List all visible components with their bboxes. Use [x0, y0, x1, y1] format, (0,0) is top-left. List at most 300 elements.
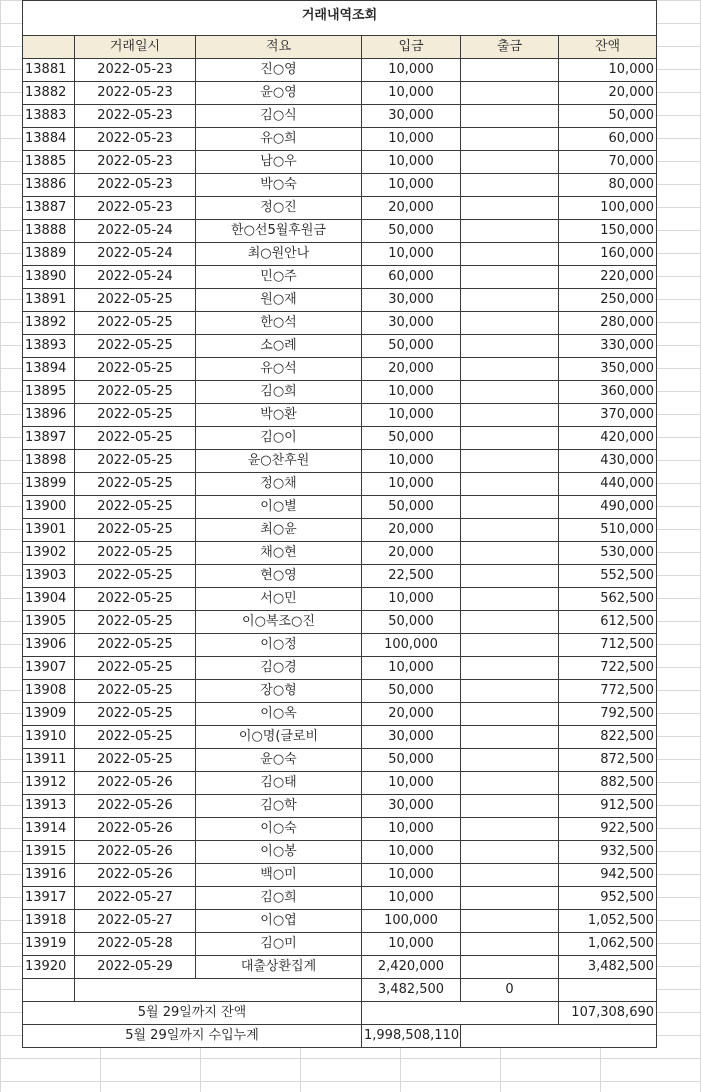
cell-memo: 이○봉 — [196, 841, 362, 864]
cell-memo: 김○미 — [196, 933, 362, 956]
cell-date: 2022-05-26 — [75, 841, 196, 864]
table-row — [23, 749, 657, 772]
income-row — [23, 1025, 657, 1048]
cell-balance: 1,052,500 — [559, 910, 657, 933]
cell-date: 2022-05-25 — [75, 519, 196, 542]
cell-memo: 채○현 — [196, 542, 362, 565]
cell-date: 2022-05-25 — [75, 657, 196, 680]
cell-withdrawal — [461, 289, 559, 312]
table-row — [23, 105, 657, 128]
cell-deposit: 50,000 — [362, 220, 461, 243]
table-row — [23, 404, 657, 427]
cell-balance: 70,000 — [559, 151, 657, 174]
cell-date: 2022-05-23 — [75, 197, 196, 220]
table-row — [23, 864, 657, 887]
table-row — [23, 588, 657, 611]
cell-memo: 진○영 — [196, 59, 362, 82]
cell-balance: 10,000 — [559, 59, 657, 82]
cell-date: 2022-05-25 — [75, 542, 196, 565]
cell-withdrawal — [461, 473, 559, 496]
cell-memo: 민○주 — [196, 266, 362, 289]
cell-withdrawal — [461, 82, 559, 105]
cell-date: 2022-05-26 — [75, 864, 196, 887]
cell-index: 13910 — [23, 726, 75, 749]
cell-balance: 562,500 — [559, 588, 657, 611]
cell-deposit: 10,000 — [362, 818, 461, 841]
cell-memo: 김○희 — [196, 381, 362, 404]
cell-balance: 350,000 — [559, 358, 657, 381]
cell-withdrawal — [461, 197, 559, 220]
cell-balance: 280,000 — [559, 312, 657, 335]
table-row — [23, 818, 657, 841]
balance-row — [23, 1002, 657, 1025]
cell-deposit: 10,000 — [362, 657, 461, 680]
table-row — [23, 496, 657, 519]
cell-index: 13903 — [23, 565, 75, 588]
cell-date: 2022-05-27 — [75, 910, 196, 933]
cell-deposit: 10,000 — [362, 82, 461, 105]
cell-memo: 김○식 — [196, 105, 362, 128]
table-row — [23, 795, 657, 818]
table-row — [23, 657, 657, 680]
cell-withdrawal — [461, 634, 559, 657]
balance-label: 5월 29일까지 잔액 — [23, 1002, 362, 1025]
cell-deposit: 50,000 — [362, 427, 461, 450]
cell-balance: 932,500 — [559, 841, 657, 864]
cell-memo: 소○례 — [196, 335, 362, 358]
cell-deposit: 20,000 — [362, 703, 461, 726]
table-row — [23, 519, 657, 542]
cell-withdrawal — [461, 151, 559, 174]
cell-deposit: 10,000 — [362, 772, 461, 795]
cell-balance: 80,000 — [559, 174, 657, 197]
cell-memo: 윤○숙 — [196, 749, 362, 772]
cell-balance: 510,000 — [559, 519, 657, 542]
table-row — [23, 197, 657, 220]
cell-index: 13918 — [23, 910, 75, 933]
cell-deposit: 10,000 — [362, 933, 461, 956]
cell-withdrawal — [461, 611, 559, 634]
cell-index: 13895 — [23, 381, 75, 404]
cell-balance: 220,000 — [559, 266, 657, 289]
cell-memo: 김○경 — [196, 657, 362, 680]
cell-date: 2022-05-23 — [75, 59, 196, 82]
cell-memo: 장○형 — [196, 680, 362, 703]
cell-date: 2022-05-29 — [75, 956, 196, 979]
cell-withdrawal — [461, 887, 559, 910]
cell-date: 2022-05-25 — [75, 588, 196, 611]
income-value: 1,998,508,110 — [362, 1025, 461, 1048]
cell-index: 13906 — [23, 634, 75, 657]
cell-memo: 김○학 — [196, 795, 362, 818]
cell-index: 13917 — [23, 887, 75, 910]
cell-withdrawal — [461, 910, 559, 933]
totals-row — [23, 979, 657, 1002]
cell-index: 13916 — [23, 864, 75, 887]
cell-deposit: 10,000 — [362, 151, 461, 174]
cell-balance: 150,000 — [559, 220, 657, 243]
cell-balance: 420,000 — [559, 427, 657, 450]
cell-date: 2022-05-24 — [75, 243, 196, 266]
cell-index: 13919 — [23, 933, 75, 956]
cell-index: 13897 — [23, 427, 75, 450]
transaction-table — [22, 0, 657, 1048]
cell-withdrawal — [461, 680, 559, 703]
cell-withdrawal — [461, 565, 559, 588]
cell-withdrawal — [461, 956, 559, 979]
cell-memo: 대출상환집계 — [196, 956, 362, 979]
cell-deposit: 10,000 — [362, 59, 461, 82]
cell-balance: 612,500 — [559, 611, 657, 634]
cell-memo: 이○엽 — [196, 910, 362, 933]
cell-index: 13915 — [23, 841, 75, 864]
cell-index: 13901 — [23, 519, 75, 542]
table-row — [23, 887, 657, 910]
cell-memo: 현○영 — [196, 565, 362, 588]
cell-withdrawal — [461, 358, 559, 381]
header-deposit: 입금 — [362, 36, 461, 59]
cell-date: 2022-05-23 — [75, 174, 196, 197]
header-row — [23, 36, 657, 59]
table-row — [23, 542, 657, 565]
cell-deposit: 10,000 — [362, 404, 461, 427]
cell-memo: 김○태 — [196, 772, 362, 795]
table-row — [23, 473, 657, 496]
cell-deposit: 10,000 — [362, 473, 461, 496]
cell-memo: 김○이 — [196, 427, 362, 450]
cell-index: 13900 — [23, 496, 75, 519]
cell-index: 13907 — [23, 657, 75, 680]
cell-balance: 882,500 — [559, 772, 657, 795]
cell-deposit: 50,000 — [362, 680, 461, 703]
cell-balance: 872,500 — [559, 749, 657, 772]
cell-index: 13888 — [23, 220, 75, 243]
cell-deposit: 30,000 — [362, 105, 461, 128]
cell-date: 2022-05-25 — [75, 450, 196, 473]
cell-withdrawal — [461, 496, 559, 519]
cell-date: 2022-05-25 — [75, 496, 196, 519]
cell-withdrawal — [461, 404, 559, 427]
totals-blank-1 — [23, 979, 75, 1002]
table-row — [23, 358, 657, 381]
cell-withdrawal — [461, 220, 559, 243]
cell-memo: 최○윤 — [196, 519, 362, 542]
cell-withdrawal — [461, 542, 559, 565]
cell-deposit: 50,000 — [362, 335, 461, 358]
cell-balance: 552,500 — [559, 565, 657, 588]
cell-withdrawal — [461, 818, 559, 841]
cell-balance: 1,062,500 — [559, 933, 657, 956]
cell-balance: 912,500 — [559, 795, 657, 818]
cell-index: 13882 — [23, 82, 75, 105]
cell-memo: 박○환 — [196, 404, 362, 427]
cell-date: 2022-05-28 — [75, 933, 196, 956]
total-withdrawal: 0 — [461, 979, 559, 1002]
cell-deposit: 50,000 — [362, 496, 461, 519]
cell-date: 2022-05-25 — [75, 335, 196, 358]
cell-deposit: 10,000 — [362, 588, 461, 611]
cell-deposit: 30,000 — [362, 312, 461, 335]
cell-deposit: 30,000 — [362, 726, 461, 749]
cell-memo: 윤○영 — [196, 82, 362, 105]
cell-deposit: 10,000 — [362, 841, 461, 864]
header-date: 거래일시 — [75, 36, 196, 59]
cell-memo: 이○복조○진 — [196, 611, 362, 634]
cell-withdrawal — [461, 772, 559, 795]
cell-balance: 440,000 — [559, 473, 657, 496]
cell-deposit: 10,000 — [362, 243, 461, 266]
cell-withdrawal — [461, 450, 559, 473]
table-row — [23, 289, 657, 312]
cell-withdrawal — [461, 335, 559, 358]
cell-deposit: 20,000 — [362, 542, 461, 565]
table-row — [23, 266, 657, 289]
cell-balance: 370,000 — [559, 404, 657, 427]
income-label: 5월 29일까지 수입누계 — [23, 1025, 362, 1048]
cell-memo: 백○미 — [196, 864, 362, 887]
table-row — [23, 956, 657, 979]
cell-withdrawal — [461, 864, 559, 887]
totals-blank-3 — [559, 979, 657, 1002]
cell-date: 2022-05-24 — [75, 220, 196, 243]
cell-index: 13886 — [23, 174, 75, 197]
table-row — [23, 611, 657, 634]
cell-deposit: 30,000 — [362, 795, 461, 818]
cell-index: 13890 — [23, 266, 75, 289]
cell-balance: 942,500 — [559, 864, 657, 887]
table-row — [23, 450, 657, 473]
cell-date: 2022-05-25 — [75, 565, 196, 588]
cell-deposit: 10,000 — [362, 864, 461, 887]
table-row — [23, 335, 657, 358]
cell-date: 2022-05-25 — [75, 611, 196, 634]
cell-balance: 430,000 — [559, 450, 657, 473]
cell-balance: 360,000 — [559, 381, 657, 404]
cell-date: 2022-05-23 — [75, 128, 196, 151]
cell-date: 2022-05-25 — [75, 289, 196, 312]
cell-date: 2022-05-24 — [75, 266, 196, 289]
cell-memo: 최○원안나 — [196, 243, 362, 266]
cell-deposit: 20,000 — [362, 519, 461, 542]
cell-withdrawal — [461, 933, 559, 956]
header-balance: 잔액 — [559, 36, 657, 59]
cell-deposit: 10,000 — [362, 174, 461, 197]
table-row — [23, 703, 657, 726]
cell-deposit: 10,000 — [362, 381, 461, 404]
cell-date: 2022-05-25 — [75, 404, 196, 427]
income-blank — [461, 1025, 657, 1048]
table-row — [23, 128, 657, 151]
cell-memo: 정○채 — [196, 473, 362, 496]
table-row — [23, 933, 657, 956]
cell-deposit: 22,500 — [362, 565, 461, 588]
cell-withdrawal — [461, 427, 559, 450]
table-row — [23, 427, 657, 450]
table-row — [23, 59, 657, 82]
cell-memo: 이○명(글로비 — [196, 726, 362, 749]
cell-memo: 윤○찬후원 — [196, 450, 362, 473]
table-row — [23, 726, 657, 749]
cell-balance: 712,500 — [559, 634, 657, 657]
cell-balance: 792,500 — [559, 703, 657, 726]
cell-balance: 530,000 — [559, 542, 657, 565]
table-row — [23, 82, 657, 105]
cell-index: 13909 — [23, 703, 75, 726]
cell-memo: 한○선5월후원금 — [196, 220, 362, 243]
table-row — [23, 680, 657, 703]
cell-balance: 490,000 — [559, 496, 657, 519]
cell-index: 13884 — [23, 128, 75, 151]
cell-date: 2022-05-26 — [75, 818, 196, 841]
cell-date: 2022-05-25 — [75, 312, 196, 335]
cell-balance: 922,500 — [559, 818, 657, 841]
header-memo: 적요 — [196, 36, 362, 59]
cell-deposit: 50,000 — [362, 611, 461, 634]
cell-withdrawal — [461, 703, 559, 726]
cell-balance: 250,000 — [559, 289, 657, 312]
cell-memo: 이○옥 — [196, 703, 362, 726]
cell-date: 2022-05-26 — [75, 772, 196, 795]
cell-withdrawal — [461, 243, 559, 266]
cell-deposit: 10,000 — [362, 128, 461, 151]
cell-date: 2022-05-25 — [75, 703, 196, 726]
table-row — [23, 772, 657, 795]
cell-deposit: 30,000 — [362, 289, 461, 312]
sheet-title: 거래내역조회 — [23, 1, 657, 36]
cell-deposit: 100,000 — [362, 634, 461, 657]
cell-memo: 정○진 — [196, 197, 362, 220]
cell-balance: 20,000 — [559, 82, 657, 105]
cell-memo: 원○재 — [196, 289, 362, 312]
cell-balance: 3,482,500 — [559, 956, 657, 979]
cell-index: 13902 — [23, 542, 75, 565]
total-deposit: 3,482,500 — [362, 979, 461, 1002]
cell-withdrawal — [461, 381, 559, 404]
cell-withdrawal — [461, 726, 559, 749]
cell-memo: 이○정 — [196, 634, 362, 657]
cell-balance: 722,500 — [559, 657, 657, 680]
cell-withdrawal — [461, 266, 559, 289]
cell-index: 13908 — [23, 680, 75, 703]
cell-balance: 60,000 — [559, 128, 657, 151]
table-row — [23, 565, 657, 588]
cell-balance: 50,000 — [559, 105, 657, 128]
cell-index: 13905 — [23, 611, 75, 634]
cell-date: 2022-05-23 — [75, 151, 196, 174]
cell-index: 13913 — [23, 795, 75, 818]
cell-index: 13899 — [23, 473, 75, 496]
cell-memo: 유○희 — [196, 128, 362, 151]
cell-withdrawal — [461, 174, 559, 197]
table-row — [23, 312, 657, 335]
cell-deposit: 10,000 — [362, 887, 461, 910]
cell-balance: 330,000 — [559, 335, 657, 358]
cell-deposit: 20,000 — [362, 197, 461, 220]
cell-date: 2022-05-27 — [75, 887, 196, 910]
cell-index: 13894 — [23, 358, 75, 381]
cell-date: 2022-05-25 — [75, 358, 196, 381]
cell-date: 2022-05-25 — [75, 680, 196, 703]
cell-withdrawal — [461, 519, 559, 542]
cell-index: 13881 — [23, 59, 75, 82]
cell-date: 2022-05-25 — [75, 381, 196, 404]
cell-index: 13887 — [23, 197, 75, 220]
cell-memo: 박○숙 — [196, 174, 362, 197]
cell-index: 13914 — [23, 818, 75, 841]
cell-index: 13896 — [23, 404, 75, 427]
cell-date: 2022-05-25 — [75, 473, 196, 496]
cell-memo: 이○별 — [196, 496, 362, 519]
cell-withdrawal — [461, 795, 559, 818]
cell-index: 13904 — [23, 588, 75, 611]
cell-index: 13898 — [23, 450, 75, 473]
cell-withdrawal — [461, 749, 559, 772]
header-withdrawal: 출금 — [461, 36, 559, 59]
cell-withdrawal — [461, 312, 559, 335]
cell-balance: 100,000 — [559, 197, 657, 220]
totals-blank-2 — [75, 979, 362, 1002]
cell-withdrawal — [461, 59, 559, 82]
table-row — [23, 151, 657, 174]
table-row — [23, 841, 657, 864]
cell-date: 2022-05-25 — [75, 634, 196, 657]
cell-index: 13889 — [23, 243, 75, 266]
cell-withdrawal — [461, 841, 559, 864]
cell-date: 2022-05-23 — [75, 82, 196, 105]
cell-deposit: 100,000 — [362, 910, 461, 933]
table-row — [23, 243, 657, 266]
table-row — [23, 381, 657, 404]
cell-date: 2022-05-25 — [75, 726, 196, 749]
cell-balance: 772,500 — [559, 680, 657, 703]
cell-index: 13885 — [23, 151, 75, 174]
cell-balance: 160,000 — [559, 243, 657, 266]
cell-index: 13893 — [23, 335, 75, 358]
cell-memo: 유○석 — [196, 358, 362, 381]
cell-date: 2022-05-26 — [75, 795, 196, 818]
cell-deposit: 20,000 — [362, 358, 461, 381]
table-row — [23, 220, 657, 243]
cell-memo: 남○우 — [196, 151, 362, 174]
cell-withdrawal — [461, 128, 559, 151]
cell-balance: 822,500 — [559, 726, 657, 749]
cell-date: 2022-05-25 — [75, 427, 196, 450]
cell-index: 13883 — [23, 105, 75, 128]
cell-index: 13920 — [23, 956, 75, 979]
cell-memo: 김○희 — [196, 887, 362, 910]
table-row — [23, 910, 657, 933]
balance-value: 107,308,690 — [559, 1002, 657, 1025]
cell-deposit: 50,000 — [362, 749, 461, 772]
table-row — [23, 174, 657, 197]
cell-date: 2022-05-23 — [75, 105, 196, 128]
cell-memo: 이○숙 — [196, 818, 362, 841]
cell-deposit: 60,000 — [362, 266, 461, 289]
cell-date: 2022-05-25 — [75, 749, 196, 772]
cell-withdrawal — [461, 657, 559, 680]
cell-index: 13892 — [23, 312, 75, 335]
header-index — [23, 36, 75, 59]
balance-blank — [362, 1002, 559, 1025]
cell-deposit: 2,420,000 — [362, 956, 461, 979]
cell-withdrawal — [461, 588, 559, 611]
cell-index: 13891 — [23, 289, 75, 312]
cell-withdrawal — [461, 105, 559, 128]
cell-deposit: 10,000 — [362, 450, 461, 473]
cell-memo: 한○석 — [196, 312, 362, 335]
table-row — [23, 634, 657, 657]
cell-memo: 서○민 — [196, 588, 362, 611]
